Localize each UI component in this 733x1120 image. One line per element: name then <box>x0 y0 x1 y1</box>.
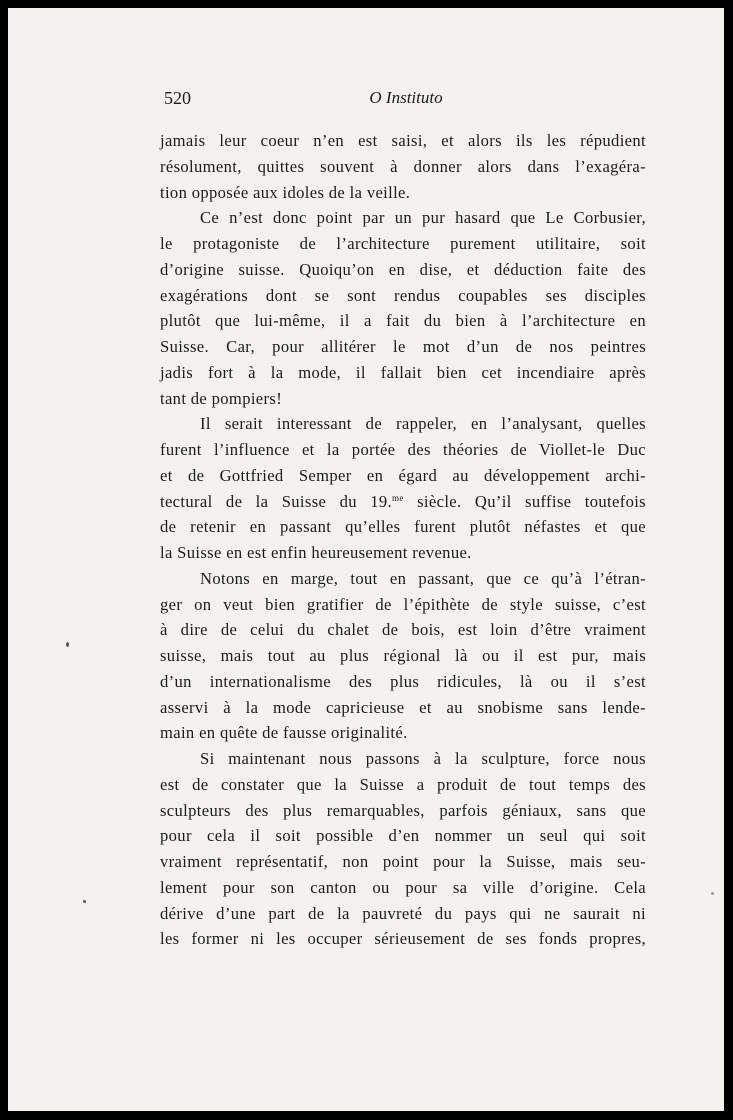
text-line: furent l’influence et la portée des théories de Viollet-le Duc <box>160 440 646 459</box>
text-line: le protagoniste de l’architecture purement utilitaire, soit <box>160 234 646 253</box>
text-line: jamais leur coeur n’en est saisi, et alors ils les répudient <box>160 131 646 150</box>
text-line: la Suisse en est enfin heureusement revenue. <box>160 543 472 562</box>
scan-speck <box>66 642 69 647</box>
text-line: Il serait interessant de rappeler, en l’analysant, quelles <box>200 414 646 434</box>
text-line: Si maintenant nous passons à la sculpture, force nous <box>200 749 646 768</box>
text-line: résolument, quittes souvent à donner alors dans l’exagéra- <box>160 156 646 176</box>
text-line: suisse, mais tout au plus régional là ou il est pur, mais <box>160 646 646 665</box>
text-line: sculpteurs des plus remarquables, parfois géniaux, sans que <box>160 800 646 820</box>
text-line: Suisse. Car, pour allitérer le mot d’un de nos peintres <box>160 337 646 356</box>
text-segment: tectural de la Suisse du 19. <box>160 491 393 511</box>
text-line: à dire de celui du chalet de bois, est loin d’être vraiment <box>160 620 646 640</box>
text-line: tant de pompiers! <box>160 388 283 408</box>
text-line: est de constater que la Suisse a produit de tout temps des <box>160 774 646 794</box>
text-line: exagérations dont se sont rendus coupables ses disciples <box>160 285 646 305</box>
book-page <box>8 8 724 1111</box>
scan-speck <box>83 900 86 903</box>
text-line: asservi à la mode capricieuse et au snobisme sans lende- <box>160 697 646 717</box>
text-line: plutôt que lui-même, il a fait du bien à l’architecture en <box>160 311 646 331</box>
text-line: de retenir en passant qu’elles furent plutôt néfastes et que <box>160 517 646 537</box>
paragraph <box>160 205 646 411</box>
text-line: d’origine suisse. Quoiqu’on en dise, et déduction faite des <box>160 259 646 279</box>
superscript: me <box>392 492 404 503</box>
text-line: vraiment représentatif, non point pour la Suisse, mais seu- <box>160 852 646 871</box>
text-line: jadis fort à la mode, il fallait bien cet incendiaire après <box>160 362 646 382</box>
text-line-with-superscript <box>160 489 646 515</box>
text-line: dérive d’une part de la pauvreté du pays qui ne saurait ni <box>160 903 646 923</box>
text-line: Notons en marge, tout en passant, que ce qu’à l’étran- <box>200 568 646 588</box>
text-line: main en quête de fausse originalité. <box>160 723 408 743</box>
text-line: pour cela il soit possible d’en nommer un seul qui soit <box>160 826 646 846</box>
page-header <box>164 88 648 112</box>
text-line: d’un internationalisme des plus ridicules, là ou il s’est <box>160 671 646 691</box>
text-line: ger on veut bien gratifier de l’épithète de style suisse, c’est <box>160 594 646 614</box>
body-text <box>160 128 646 952</box>
text-line: tion opposée aux idoles de la veille. <box>160 182 411 202</box>
text-line: Ce n’est donc point par un pur hasard que Le Corbusier, <box>200 208 646 228</box>
text-line: les former ni les occuper sérieusement de ses fonds propres, <box>160 929 646 949</box>
text-line: et de Gottfried Semper en égard au développement archi- <box>160 465 646 485</box>
text-segment: siècle. Qu’il suffise toutefois <box>403 491 646 511</box>
text-line: lement pour son canton ou pour sa ville d’origine. Cela <box>160 877 646 897</box>
paragraph <box>160 746 646 952</box>
running-title: O Instituto <box>369 88 443 107</box>
paragraph <box>160 566 646 746</box>
paragraph <box>160 128 646 205</box>
scan-speck <box>711 892 714 895</box>
paragraph <box>160 411 646 566</box>
page-number: 520 <box>164 88 191 108</box>
